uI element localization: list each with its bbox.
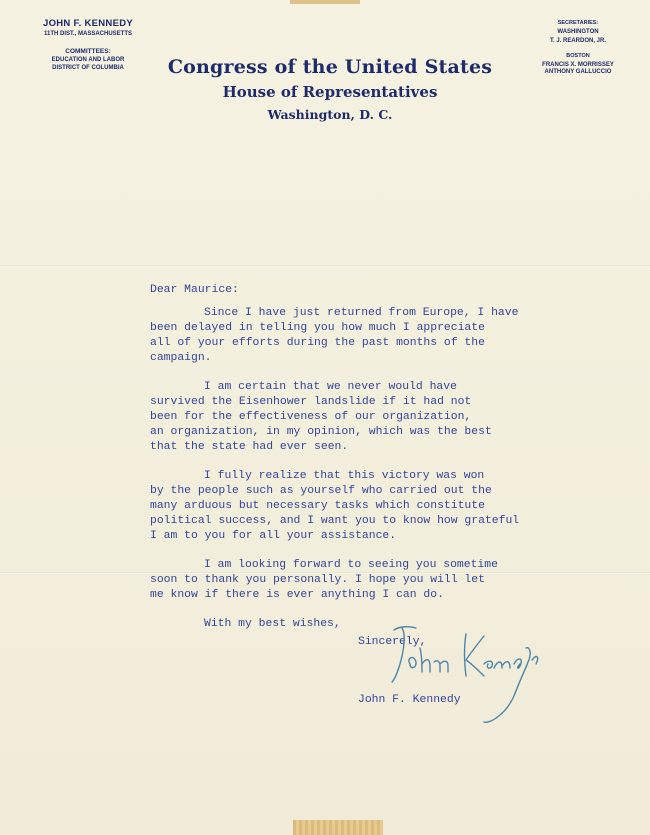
letterhead-congress: Congress of the United States (167, 56, 493, 78)
fold-crease-upper (0, 265, 650, 267)
letter-body (150, 283, 590, 632)
committee-item: DISTRICT OF COLUMBIA (52, 65, 124, 71)
handwritten-signature (380, 620, 550, 730)
text-line: been delayed in telling you how much I appreciate (150, 322, 485, 334)
congressman-name: JOHN F. KENNEDY (42, 18, 133, 29)
text-line: me know if there is ever anything I can do. (150, 589, 444, 601)
paragraph-4 (150, 558, 590, 603)
text-line: survived the Eisenhower landslide if it had not (150, 396, 472, 408)
text-line: many arduous but necessary tasks which constitute (150, 500, 485, 512)
paragraph-2 (150, 380, 590, 455)
tape-strip-bottom (293, 820, 383, 835)
boston-secretary: FRANCIS X. MORRISSEY (542, 62, 614, 68)
text-line: I am looking forward to seeing you sometime (204, 559, 498, 571)
boston-secretary: ANTHONY GALLUCCIO (544, 69, 612, 75)
paragraph-3 (150, 469, 590, 544)
text-line: that the state had ever seen. (150, 441, 349, 453)
typed-signature-name: John F. Kennedy (358, 694, 461, 706)
text-line: been for the effectiveness of our organization, (150, 411, 472, 423)
letterhead-center (160, 56, 500, 122)
secretaries-heading: SECRETARIES: (557, 20, 599, 26)
letterhead-house: House of Representatives (222, 83, 438, 101)
text-line: an organization, in my opinion, which was the best (150, 426, 492, 438)
text-line: I fully realize that this victory was won (204, 470, 485, 482)
salutation: Dear Maurice: (150, 284, 239, 296)
boston-label: BOSTON (566, 53, 590, 59)
text-line: campaign. (150, 352, 212, 364)
closing-sincerely: Sincerely, (358, 636, 427, 648)
text-line: I am certain that we never would have (204, 381, 457, 393)
district-line: 11TH DIST., MASSACHUSETTS (43, 31, 132, 37)
text-line: political success, and I want you to know how grateful (150, 515, 520, 527)
washington-secretary: T. J. REARDON, JR. (549, 38, 606, 44)
letterhead-right (518, 20, 638, 75)
text-line: all of your efforts during the past months of the (150, 337, 485, 349)
letterhead-city: Washington, D. C. (267, 107, 393, 122)
best-wishes: With my best wishes, (204, 618, 341, 630)
letterhead-left (28, 18, 148, 71)
washington-label: WASHINGTON (557, 29, 599, 35)
text-line: soon to thank you personally. I hope you will let (150, 574, 485, 586)
committee-item: EDUCATION AND LABOR (51, 57, 125, 63)
text-line: I am to you for all your assistance. (150, 530, 397, 542)
tape-strip-top (290, 0, 360, 4)
committees-heading: COMMITTEES: (65, 48, 111, 55)
text-line: Since I have just returned from Europe, I have (204, 307, 519, 319)
paragraph-1 (150, 306, 590, 366)
text-line: by the people such as yourself who carried out the (150, 485, 492, 497)
